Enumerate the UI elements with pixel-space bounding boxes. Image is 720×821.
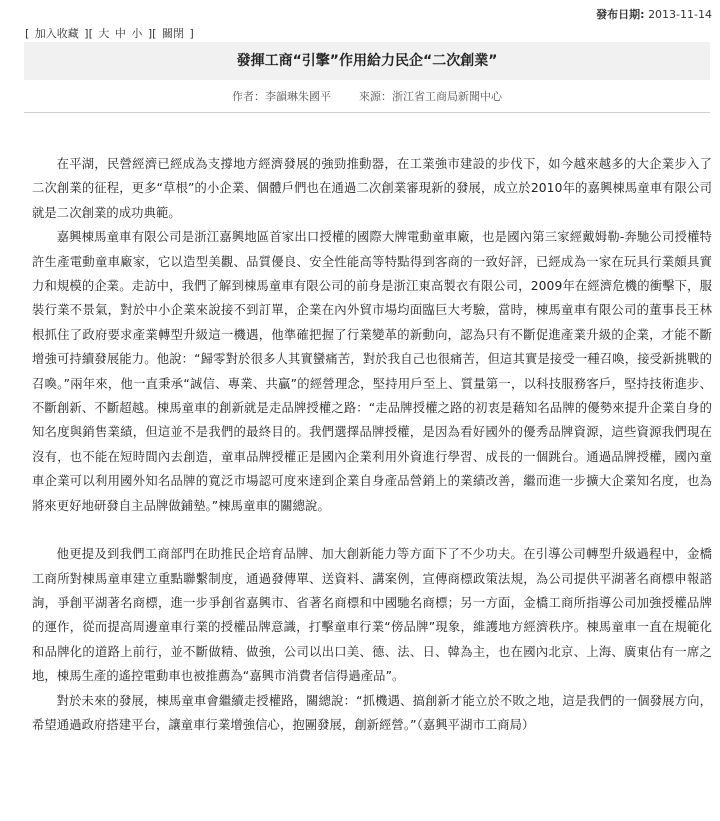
- article-paragraph: 在平湖，民營經濟已經成為支撐地方經濟發展的強勁推動器，在工業強市建設的步伐下，如今越來越多的大企業步入了二次創業的征程，更多“草根”的小企業、個體戶們也在通過二次創業審現新的發展，成立於2010年的嘉興棟馬童車有限公司就是二次創業的成功典範。: [32, 157, 712, 220]
- add-bookmark-link[interactable]: 加入收藏: [34, 27, 79, 40]
- article-body: [32, 152, 712, 737]
- article-title: 發揮工商“引擎”作用給力民企“二次創業”: [24, 42, 710, 80]
- close-window-link[interactable]: 關閉: [161, 27, 184, 40]
- divider: [24, 112, 710, 113]
- toolbar-bracket-close: ]: [189, 27, 194, 40]
- article-paragraph: 他更提及到我們工商部門在助推民企培育品牌、加大創新能力等方面下了不少功夫。在引導公司轉型升級過程中，金橋工商所對棟馬童車建立重點聯繫制度，通過發傳單、送資料、講案例，宣傳商標政策法規，為公司提供平湖著名商標申報諮詢，爭創平湖著名商標，進一步爭創省嘉興市、省著名商標和中國馳名商標；另一方面，金橋工商所指導公司加強授權品牌的運作，從而提高周邊童車行業的授權品牌意識，打擊童車行業“傍品牌”現象，維護地方經濟秩序。棟馬童車一直在規範化和品牌化的道路上前行，並不斷做精、做強，公司以出口美、德、法、日、韓為主，也在國內北京、上海、廣東佔有一席之地，棟馬生產的遙控電動車也被推薦為“嘉興市消費者信得過產品”。: [32, 547, 712, 684]
- article-paragraph: 嘉興棟馬童車有限公司是浙江嘉興地區首家出口授權的國際大牌電動童車廠，也是國內第三家經戴姆勒-奔馳公司授權特許生產電動童車廠家，它以造型美觀、品質優良、安全性能高等特點得到客商的一致好評，已經成為一家在玩具行業頗具實力和規模的企業。走訪中，我們了解到棟馬童車有限公司的前身是浙江東高製衣有限公司，2009年在經濟危機的衝擊下，服裝行業不景氣，對於中小企業來說接不到訂單，企業在內外貿市場均面臨巨大考驗，當時，棟馬童車有限公司的董事長王林根抓住了政府要求產業轉型升級這一機遇，他準確把握了行業變革的新動向，認為只有不斷促進產業升級的企業，才能不斷增強可持續發展能力。他說：“歸零對於很多人其實蠻痛苦，對於我自己也很痛苦，但這其實是接受一種召喚，接受新挑戰的召喚。”兩年來，他一直秉承“誠信、專業、共贏”的經營理念，堅持用戶至上、質量第一，以科技服務客戶，堅持技術進步、不斷創新、不斷超越。棟馬童車的創新就是走品牌授權之路：“走品牌授權之路的初衷是藉知名品牌的優勢來提升企業自身的知名度與銷售業績，但這並不是我們的最終目的。我們選擇品牌授權，是因為看好國外的優秀品牌資源，這些資源我們現在沒有，也不能在短時間內去創造，童車品牌授權正是國內企業利用外資進行學習、成長的一個跳台。通過品牌授權，國內童車企業可以利用國外知名品牌的寬泛市場認可度來達到企業自身產品營銷上的業績改善，繼而進一步擴大企業知名度，也為將來更好地研發自主品牌做鋪墊。”棟馬童車的關總說。: [32, 230, 712, 513]
- toolbar-bracket-open: [: [25, 27, 30, 40]
- article-toolbar: [24, 25, 195, 41]
- font-size-large-link[interactable]: 大: [98, 27, 110, 40]
- article-source: 來源：浙江省工商局新聞中心: [359, 90, 502, 103]
- font-size-medium-link[interactable]: 中: [114, 27, 126, 40]
- publish-date: [596, 6, 712, 22]
- toolbar-separator: ][: [147, 27, 157, 40]
- font-size-small-link[interactable]: 小: [131, 27, 143, 40]
- article-paragraph: 對於未來的發展，棟馬童車會繼續走授權路，關總說：“抓機遇、搞創新才能立於不敗之地，這是我們的一個發展方向，希望通過政府搭建平台，讓童車行業增強信心，抱團發展，創新經營。”（嘉興平湖市工商局）: [32, 693, 712, 732]
- article-meta: [24, 88, 710, 104]
- article-author: 作者：李韻琳朱國平: [232, 90, 331, 103]
- toolbar-separator: ][: [84, 27, 93, 40]
- publish-date-label: 發布日期:: [596, 8, 645, 21]
- publish-date-value: 2013-11-14: [648, 8, 712, 21]
